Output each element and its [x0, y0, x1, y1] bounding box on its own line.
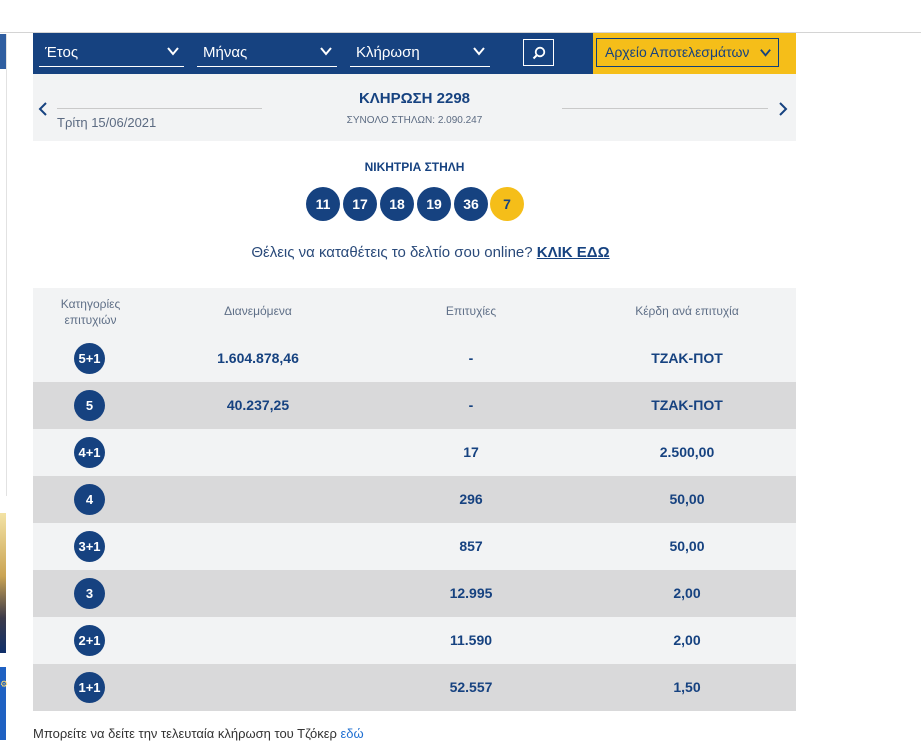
side-banner-image[interactable]: [0, 513, 6, 653]
divider-left: [57, 108, 262, 109]
joker-number-ball: 7: [490, 187, 524, 221]
table-row: [33, 523, 796, 570]
header-successes: Επιτυχίες: [445, 304, 497, 318]
category-badge: 5: [74, 390, 105, 421]
category-badge: 4: [74, 484, 105, 515]
archive-container: [593, 33, 796, 74]
distributed-amount: 40.237,25: [226, 397, 290, 413]
winning-number-ball: 18: [380, 187, 414, 221]
category-badge: 4+1: [74, 437, 105, 468]
prize-per-success: ΤΖΑΚ-ΠΟΤ: [651, 350, 723, 366]
winning-number-ball: 17: [343, 187, 377, 221]
category-badge: 2+1: [74, 625, 105, 656]
table-row: [33, 617, 796, 664]
side-banner-blue[interactable]: [0, 667, 9, 740]
header-categories: Κατηγορίες επιτυχιών: [60, 297, 121, 327]
filter-bar: [33, 33, 796, 74]
gear-icon: ⚙: [0, 679, 9, 689]
next-draw-arrow-icon[interactable]: [777, 101, 789, 117]
prize-per-success: 2.500,00: [659, 444, 715, 460]
table-row: [33, 382, 796, 429]
successes-count: -: [468, 397, 474, 413]
successes-count: 857: [459, 538, 483, 554]
chevron-down-icon: [759, 46, 772, 59]
distributed-amount: 1.604.878,46: [217, 350, 299, 366]
winning-number-ball: 11: [306, 187, 340, 221]
prize-per-success: ΤΖΑΚ-ΠΟΤ: [651, 397, 723, 413]
online-prompt: [33, 244, 828, 261]
table-row: [33, 664, 796, 711]
footer-note-text: Μπορείτε να δείτε την τελευταία κλήρωση του Τζόκερ: [33, 726, 337, 741]
archive-dropdown[interactable]: [596, 38, 779, 67]
search-button[interactable]: [523, 39, 554, 66]
winning-number-ball: 19: [417, 187, 451, 221]
winning-number-ball: 36: [454, 187, 488, 221]
successes-count: -: [468, 350, 474, 366]
category-badge: 3+1: [74, 531, 105, 562]
month-select-label: Μήνας: [203, 44, 248, 61]
draw-select-label: Κλήρωση: [356, 44, 420, 61]
table-row: [33, 570, 796, 617]
divider-right: [562, 108, 768, 109]
table-row: [33, 335, 796, 382]
successes-count: 12.995: [449, 585, 493, 601]
search-icon: [532, 46, 546, 60]
winning-column-label: ΝΙΚΗΤΡΙΑ ΣΤΗΛΗ: [364, 160, 465, 174]
side-divider: [6, 34, 7, 496]
chevron-down-icon: [166, 44, 180, 58]
successes-count: 11.590: [449, 632, 493, 648]
successes-count: 296: [459, 491, 483, 507]
click-here-link[interactable]: ΚΛΙΚ ΕΔΩ: [536, 244, 610, 261]
month-select[interactable]: [197, 40, 337, 67]
category-badge: 3: [74, 578, 105, 609]
draw-select[interactable]: [350, 40, 490, 67]
draw-total-columns: ΣΥΝΟΛΟ ΣΤΗΛΩΝ: 2.090.247: [346, 115, 483, 126]
successes-count: 52.557: [449, 679, 493, 695]
table-row: [33, 429, 796, 476]
draw-title: ΚΛΗΡΩΣΗ 2298: [358, 90, 471, 107]
last-draw-link[interactable]: εδώ: [340, 726, 364, 741]
prize-per-success: 1,50: [673, 679, 701, 695]
prize-per-success: 2,00: [673, 632, 701, 648]
category-badge: 5+1: [74, 343, 105, 374]
prize-per-success: 50,00: [669, 491, 705, 507]
draw-header: [33, 74, 796, 141]
prize-per-success: 50,00: [669, 538, 705, 554]
chevron-down-icon: [319, 44, 333, 58]
draw-date: Τρίτη 15/06/2021: [57, 115, 157, 130]
chevron-down-icon: [472, 44, 486, 58]
category-badge: 1+1: [74, 672, 105, 703]
archive-dropdown-label: Αρχείο Αποτελεσμάτων: [605, 44, 750, 60]
table-row: [33, 476, 796, 523]
year-select-label: Έτος: [45, 44, 79, 61]
footer-note: [33, 726, 364, 741]
online-prompt-text: Θέλεις να καταθέτεις το δελτίο σου online?: [251, 244, 533, 261]
prize-per-success: 2,00: [673, 585, 701, 601]
successes-count: 17: [463, 444, 479, 460]
header-prize-per-success: Κέρδη ανά επιτυχία: [635, 304, 739, 318]
year-select[interactable]: [39, 40, 184, 67]
header-distributed: Διανεμόμενα: [224, 304, 292, 318]
results-table-header: [33, 288, 796, 335]
